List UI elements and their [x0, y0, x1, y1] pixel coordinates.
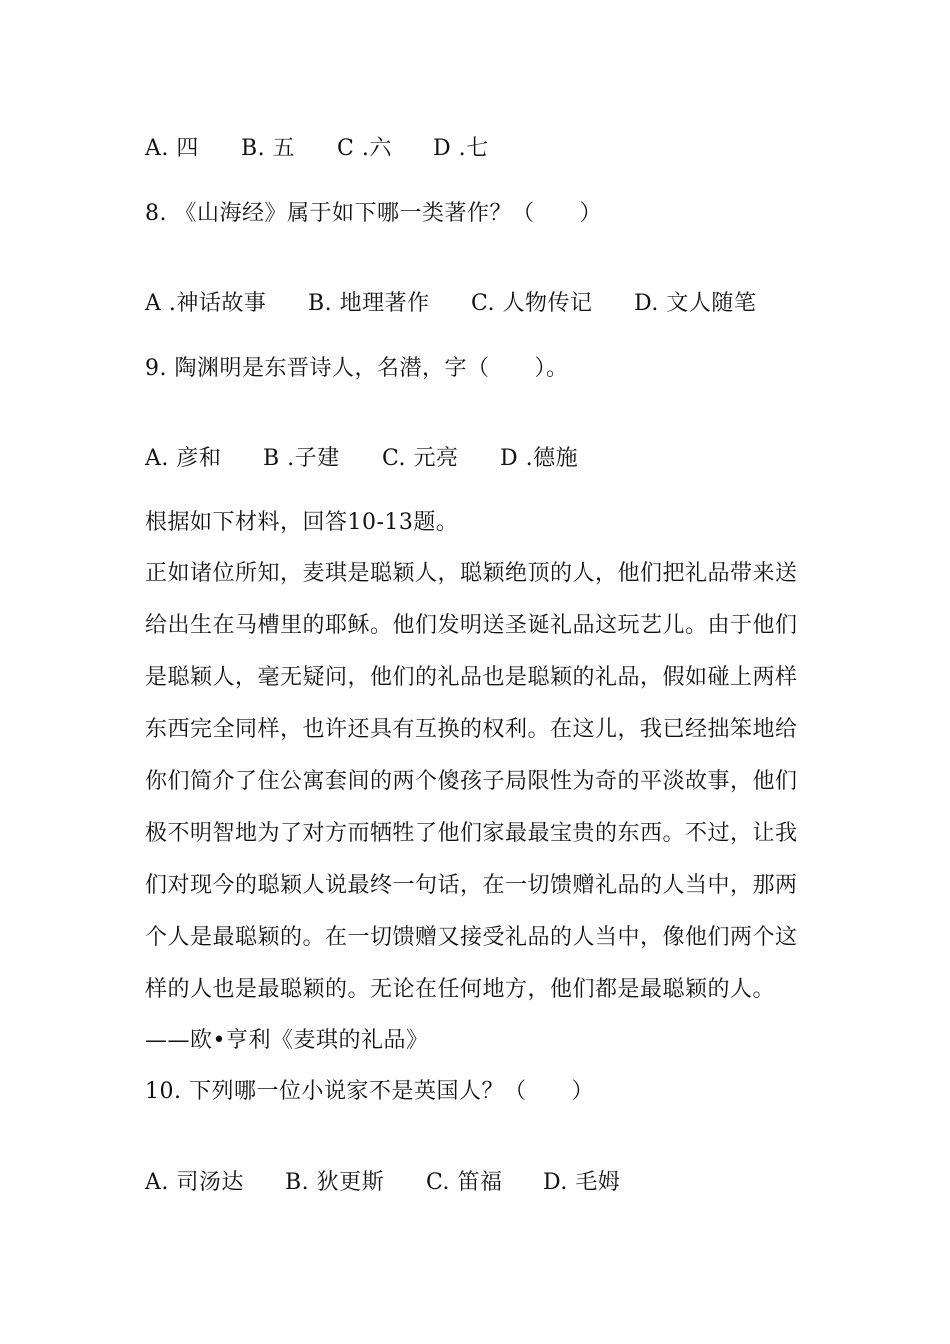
passage-line: 正如诸位所知，麦琪是聪颖人，聪颖绝顶的人，他们把礼品带来送	[145, 561, 798, 586]
q10-option-d: D. 毛姆	[543, 1170, 621, 1195]
q8-question: 8. 《山海经》属于如下哪一类著作？（ ）	[145, 201, 602, 226]
q8-option-d: D. 文人随笔	[634, 291, 757, 316]
q10-question: 10. 下列哪一位小说家不是英国人？（ ）	[145, 1079, 594, 1104]
material-intro: 根据如下材料，回答10-13题。	[145, 510, 459, 535]
q9-option-d: D .德施	[500, 446, 579, 471]
q7-option-b: B. 五	[241, 136, 296, 161]
q8-option-b: B. 地理著作	[308, 291, 430, 316]
passage-line: 极不明智地为了对方而牺牲了他们家最最宝贵的东西。不过，让我	[145, 821, 798, 846]
q9-option-c: C. 元亮	[382, 446, 459, 471]
passage-line: 们对现今的聪颖人说最终一句话，在一切馈赠礼品的人当中，那两	[145, 873, 798, 898]
q9-question: 9. 陶渊明是东晋诗人，名潜，字（ ）。	[145, 356, 569, 381]
q7-option-d: D .七	[433, 136, 489, 161]
q7-option-c: C .六	[337, 136, 392, 161]
q8-option-c: C. 人物传记	[471, 291, 593, 316]
q8-option-a: A .神话故事	[145, 291, 267, 316]
passage-line: 东西完全同样，也许还具有互换的权利。在这儿，我已经拙笨地给	[145, 717, 798, 742]
q7-option-a: A. 四	[145, 136, 199, 161]
q9-option-b: B .子建	[263, 446, 340, 471]
q9-option-a: A. 彦和	[145, 446, 222, 471]
material-source: ——欧•亨利《麦琪的礼品》	[145, 1028, 429, 1053]
passage-line: 给出生在马槽里的耶稣。他们发明送圣诞礼品这玩艺儿。由于他们	[145, 613, 798, 638]
passage-line: 你们简介了住公寓套间的两个傻孩子局限性为奇的平淡故事，他们	[145, 769, 798, 794]
passage-line: 是聪颖人，毫无疑问，他们的礼品也是聪颖的礼品，假如碰上两样	[145, 665, 798, 690]
passage-line: 个人是最聪颖的。在一切馈赠又接受礼品的人当中，像他们两个这	[145, 925, 798, 950]
material-passage	[145, 548, 805, 1016]
passage-line: 样的人也是最聪颖的。无论在任何地方，他们都是最聪颖的人。	[145, 977, 776, 1002]
q10-option-b: B. 狄更斯	[285, 1170, 385, 1195]
q10-option-c: C. 笛福	[426, 1170, 503, 1195]
q10-options	[145, 1170, 621, 1300]
q10-option-a: A. 司汤达	[145, 1170, 244, 1195]
